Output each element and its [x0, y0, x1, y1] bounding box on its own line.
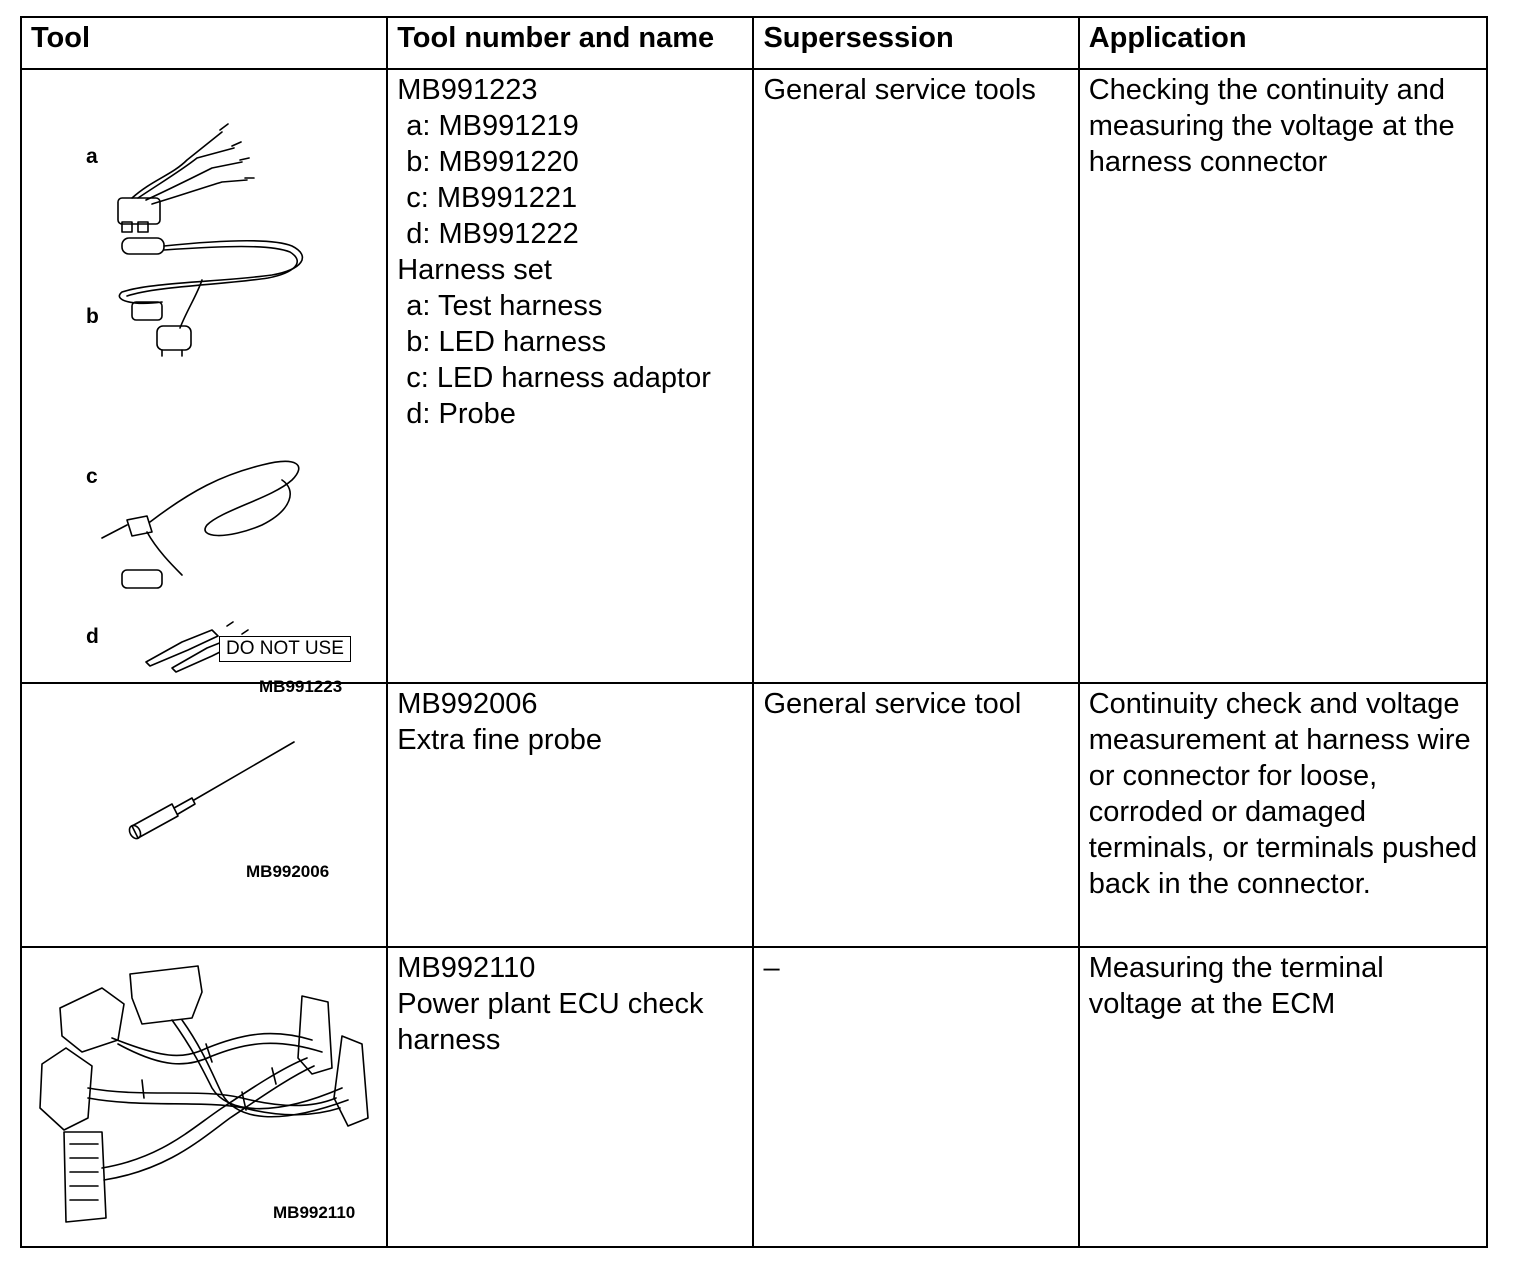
table-row [21, 683, 1487, 947]
sub-tool-name: b: LED harness [406, 326, 607, 358]
led-harness-adaptor-drawing [102, 461, 299, 588]
figure-caption: MB992110 [273, 1203, 356, 1222]
tool-number: MB991223 [397, 74, 538, 106]
tool-name: Extra fine probe [397, 724, 602, 756]
tool-number-cell [387, 683, 753, 947]
sub-tool-number: d: MB991222 [406, 218, 579, 250]
test-harness-drawing [118, 124, 254, 232]
supersession-cell: – [753, 947, 1078, 1247]
header-supersession: Supersession [753, 17, 1078, 69]
sub-tool-number: c: MB991221 [406, 182, 578, 214]
application-cell: Measuring the terminal voltage at the ECM [1079, 947, 1487, 1247]
tool-name: Power plant ECU check [397, 988, 704, 1020]
special-tools-table [20, 16, 1488, 1248]
figure-label-c: c [86, 465, 98, 488]
tool-illustration-cell [21, 947, 387, 1247]
harness-set-illustration [22, 70, 388, 682]
sub-tool-number: b: MB991220 [406, 146, 579, 178]
header-application: Application [1079, 17, 1487, 69]
supersession-cell: General service tools [753, 69, 1078, 683]
tool-name: harness [397, 1024, 501, 1056]
figure-label-a: a [86, 145, 98, 168]
led-harness-drawing [119, 238, 302, 356]
sub-tool-name: c: LED harness adaptor [406, 362, 711, 394]
tool-illustration-cell [21, 683, 387, 947]
table-row [21, 947, 1487, 1247]
ecu-check-harness-illustration [22, 948, 388, 1246]
tool-number-cell [387, 947, 753, 1247]
tool-illustration-cell [21, 69, 387, 696]
header-tool: Tool [21, 17, 387, 69]
header-tool-number-and-name: Tool number and name [387, 17, 753, 69]
sub-tool-name: a: Test harness [406, 290, 603, 322]
tool-number: MB992110 [397, 952, 536, 984]
tool-number: MB992006 [397, 688, 538, 720]
header-row [21, 17, 1487, 69]
figure-label-d: d [86, 625, 99, 648]
figure-caption: MB991223 [259, 677, 343, 696]
sub-tool-number: a: MB991219 [406, 110, 579, 142]
tool-name: Harness set [397, 254, 552, 286]
figure-caption: MB992006 [246, 862, 330, 881]
application-cell: Checking the continuity and measuring the voltage at the harness connector [1079, 69, 1487, 683]
extra-fine-probe-illustration [22, 684, 388, 946]
tool-number-cell [387, 69, 753, 683]
do-not-use-stamp: DO NOT USE [219, 636, 351, 662]
supersession-cell: General service tool [753, 683, 1078, 947]
table-row [21, 69, 1487, 683]
application-cell: Continuity check and voltage measurement at harness wire or connector for loose, corroded or damaged terminals, or terminals pushed back in the connector. [1079, 683, 1487, 947]
figure-label-b: b [86, 305, 99, 328]
sub-tool-name: d: Probe [406, 398, 516, 430]
